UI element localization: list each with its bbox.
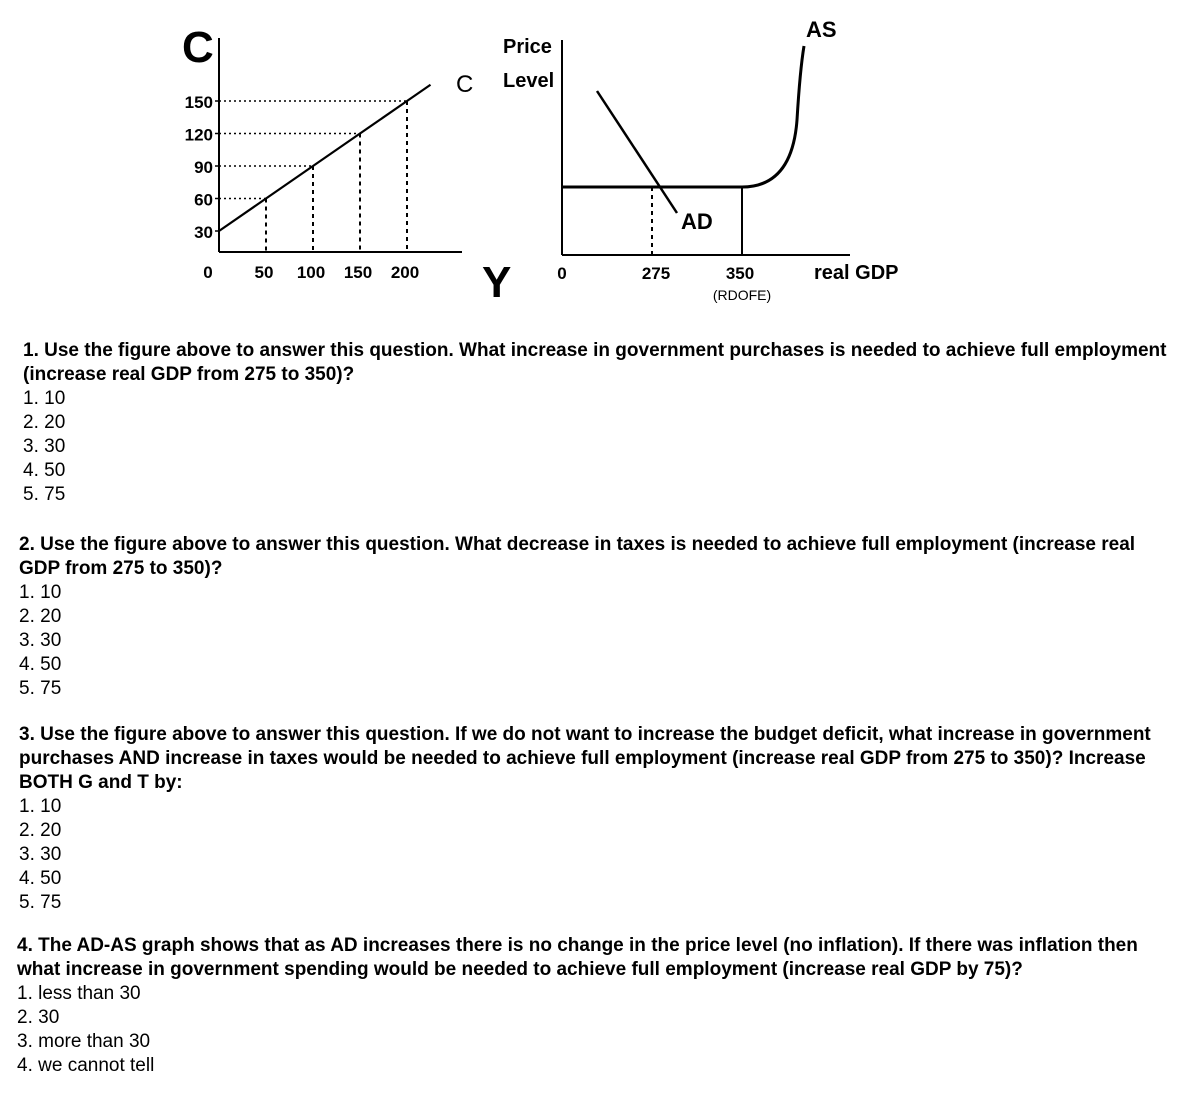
adas-x-tick-sublabel: (RDOFE): [712, 287, 772, 303]
question-1-option-4[interactable]: 4. 50: [23, 460, 66, 481]
ad-label: AD: [681, 209, 713, 234]
question-2-option-5[interactable]: 5. 75: [19, 678, 62, 699]
adas-x-axis-label: real GDP: [814, 262, 899, 284]
question-4-option-1[interactable]: 1. less than 30: [17, 983, 141, 1004]
question-1: [23, 339, 1173, 507]
question-2: [19, 533, 1179, 701]
cons-x-tick-0: 0: [203, 263, 213, 282]
adas-y-axis-label-line2: Level: [503, 70, 555, 92]
question-2-option-3[interactable]: 3. 30: [19, 630, 62, 651]
question-4-option-4[interactable]: 4. we cannot tell: [17, 1055, 155, 1076]
question-3-text: 3. Use the figure above to answer this question. If we do not want to increase the budget deficit, what increase in government purchases AND increase in taxes would be needed to achieve full employment (increase real GDP from 275 to 350)? Increase BOTH G and T by:: [19, 724, 1151, 793]
cons-x-tick-200: 200: [390, 263, 420, 282]
question-1-option-3[interactable]: 3. 30: [23, 436, 66, 457]
as-label: AS: [806, 17, 837, 42]
question-4-option-2[interactable]: 2. 30: [17, 1007, 60, 1028]
cons-y-tick-90: 90: [194, 158, 213, 177]
question-2-option-4[interactable]: 4. 50: [19, 654, 62, 675]
cons-series-label: C: [456, 71, 474, 98]
question-3-option-3[interactable]: 3. 30: [19, 844, 62, 865]
question-3-option-4[interactable]: 4. 50: [19, 868, 62, 889]
cons-y-axis-label: C: [182, 23, 214, 72]
cons-y-tick-60: 60: [194, 190, 213, 210]
ad-curve: [597, 91, 677, 213]
cons-x-tick-150: 150: [343, 263, 373, 282]
cons-y-tick-30: 30: [194, 223, 213, 242]
ad-as-chart: [503, 17, 898, 303]
question-4-options: [17, 982, 1177, 1078]
cons-x-tick-100: 100: [296, 263, 326, 282]
question-1-option-1[interactable]: 1. 10: [23, 388, 66, 409]
question-2-option-1[interactable]: 1. 10: [19, 582, 62, 603]
question-4-text: 4. The AD-AS graph shows that as AD increases there is no change in the price level (no inflation). If there was inflation then what increase in government spending would be needed to achieve full employment (increase real GDP by 75)?: [17, 935, 1138, 980]
adas-x-tick-275: 275: [641, 264, 671, 283]
question-4: [17, 934, 1177, 1078]
economics-figure: [0, 0, 1200, 320]
question-2-text: 2. Use the figure above to answer this question. What decrease in taxes is needed to achieve full employment (increase real GDP from 275 to 350)?: [19, 534, 1136, 579]
cons-x-axis-label: Y: [482, 258, 512, 307]
adas-y-axis-label-line1: Price: [503, 36, 552, 58]
question-4-option-3[interactable]: 3. more than 30: [17, 1031, 151, 1052]
question-2-options: [19, 581, 1179, 701]
as-curve: [742, 46, 804, 187]
question-1-option-2[interactable]: 2. 20: [23, 412, 66, 433]
question-3-option-5[interactable]: 5. 75: [19, 892, 62, 913]
question-3-option-1[interactable]: 1. 10: [19, 796, 62, 817]
adas-x-tick-0: 0: [557, 264, 567, 283]
consumption-line: [219, 85, 431, 231]
consumption-chart: [182, 23, 511, 307]
question-3-options: [19, 795, 1159, 915]
question-2-option-2[interactable]: 2. 20: [19, 606, 62, 627]
question-3: [19, 723, 1159, 915]
cons-x-tick-50: 50: [254, 263, 274, 282]
cons-y-tick-120: 120: [184, 125, 213, 145]
question-3-option-2[interactable]: 2. 20: [19, 820, 62, 841]
question-1-text: 1. Use the figure above to answer this question. What increase in government purchases is needed to achieve full employment (increase real GDP from 275 to 350)?: [23, 340, 1167, 385]
question-1-options: [23, 387, 1173, 507]
adas-x-tick-350: 350: [725, 264, 755, 283]
question-1-option-5[interactable]: 5. 75: [23, 484, 66, 505]
cons-y-tick-150: 150: [184, 93, 213, 112]
